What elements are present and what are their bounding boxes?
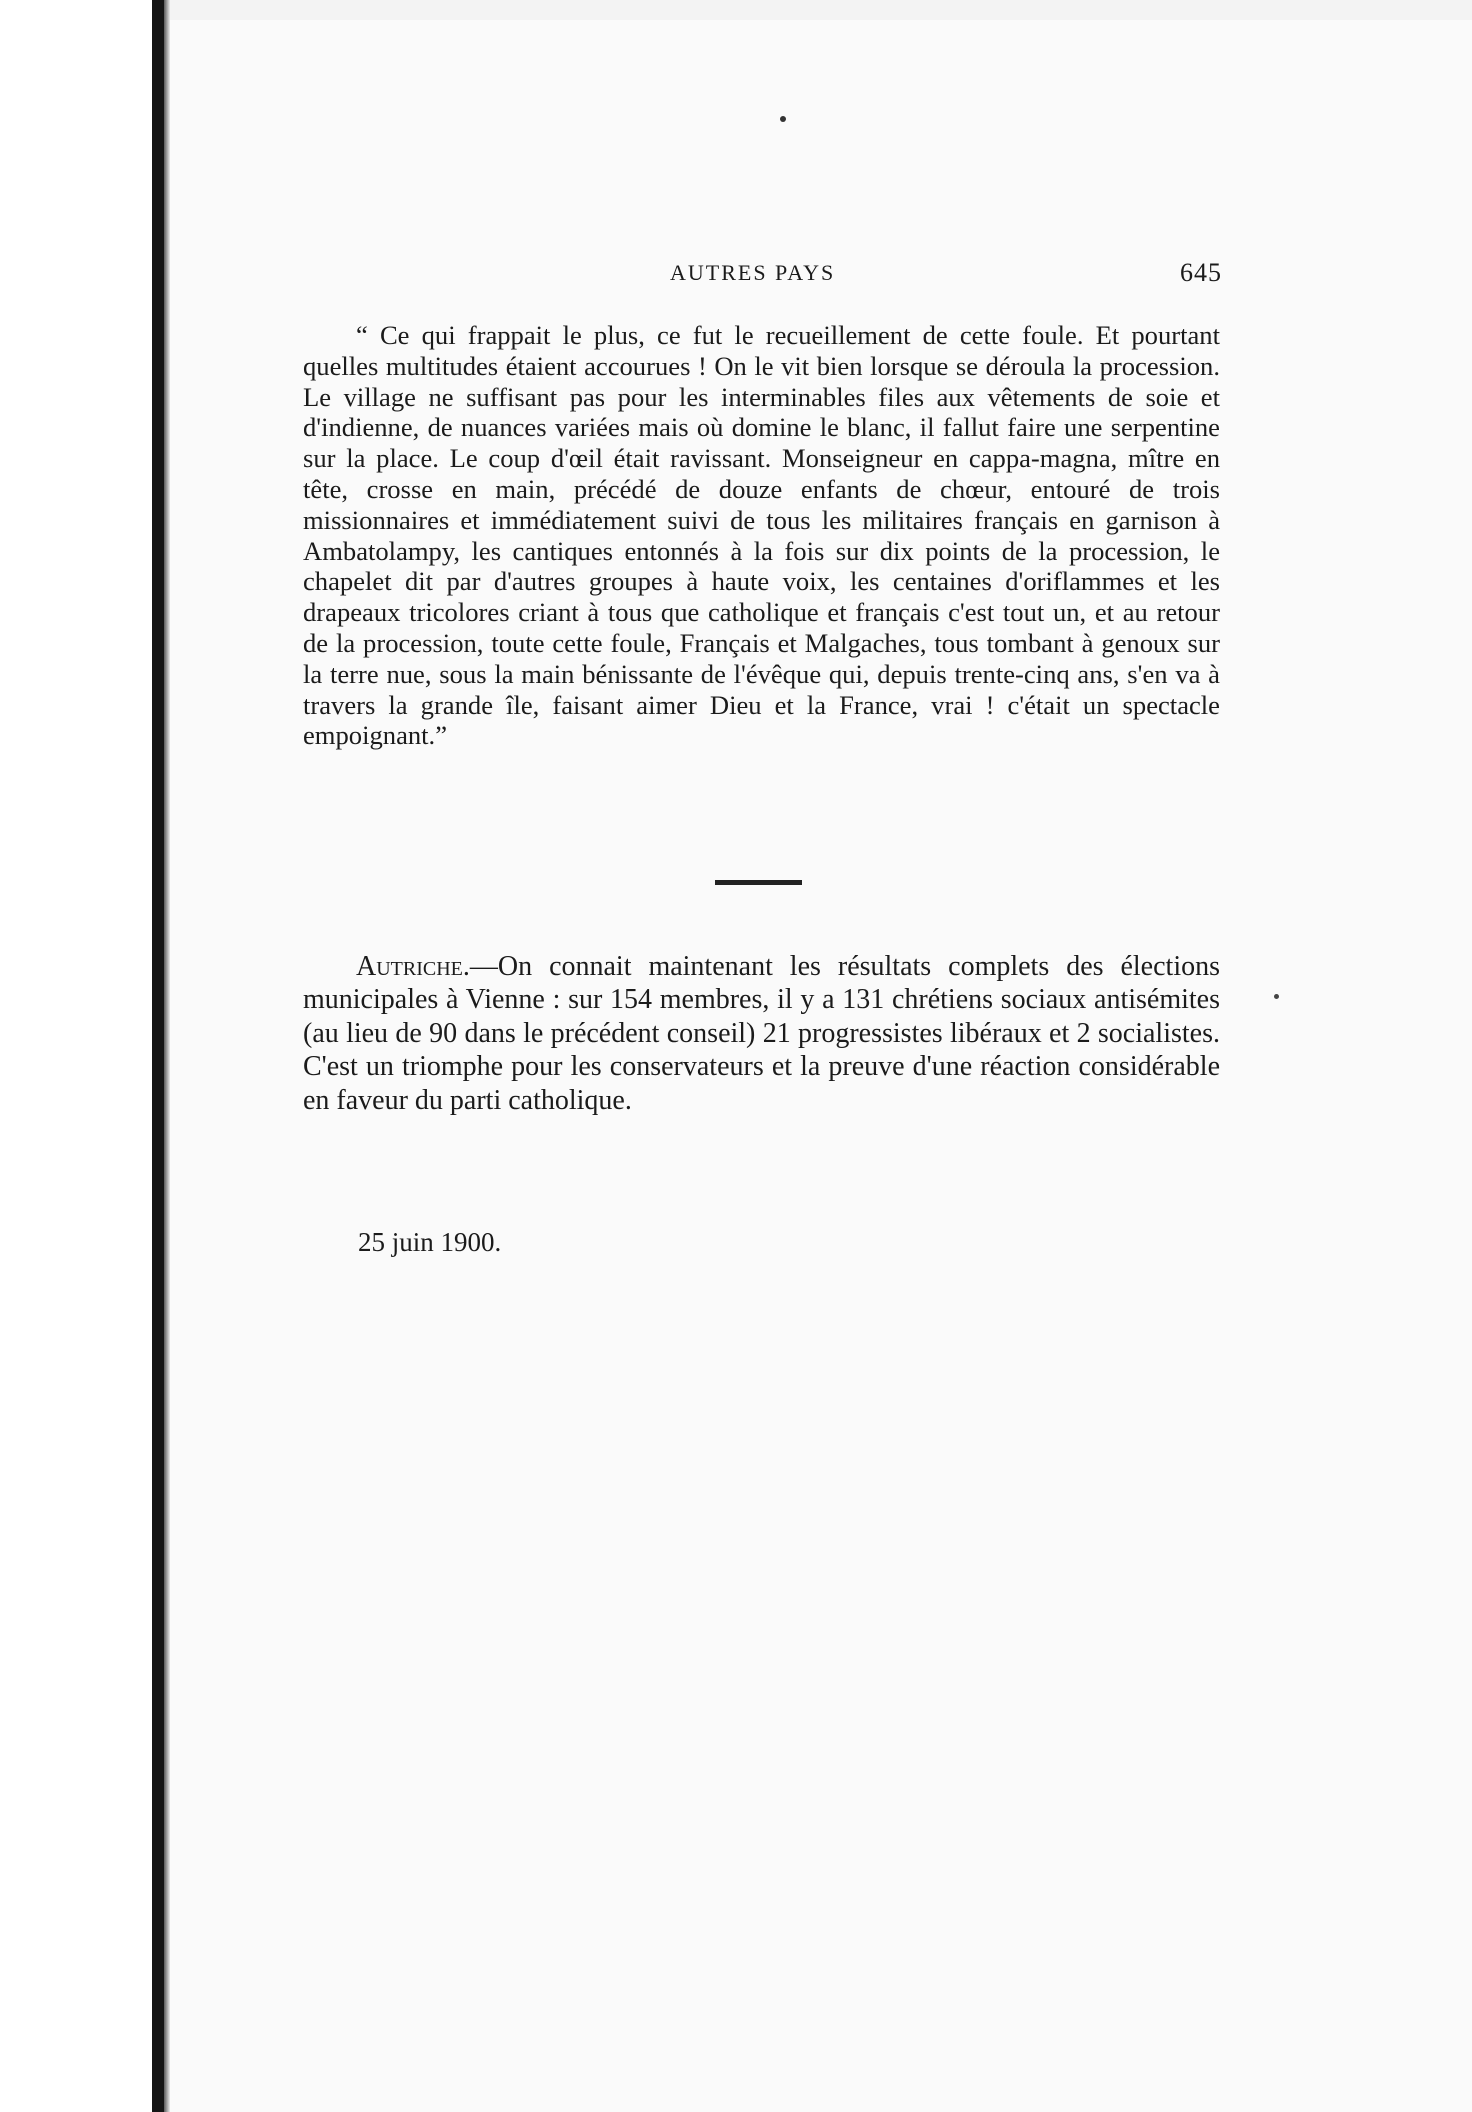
page-number: 645 <box>1180 258 1222 287</box>
quoted-paragraph <box>303 320 1220 751</box>
facing-page-margin <box>0 0 152 2112</box>
section-divider <box>715 880 802 885</box>
autriche-text <box>303 950 1220 1117</box>
ink-speck-margin <box>1274 994 1279 999</box>
autriche-paragraph <box>303 950 1220 1117</box>
running-title: AUTRES PAYS <box>670 260 836 285</box>
ink-speck <box>780 116 786 122</box>
dateline: 25 juin 1900. <box>358 1227 502 1257</box>
autriche-body: —On connait maintenant les résultats complets des élections municipales à Vienne : sur 154 membres, il y a 131 chrétiens sociaux antisémites (au lieu de 90 dans le précédent conseil) 21 progressistes libéraux et 2 socialistes. C'est un triomphe pour les conservateurs et la preuve d'une réaction considérable en faveur du parti catholique. <box>303 951 1220 1116</box>
binding-gutter <box>152 0 164 2112</box>
autriche-lead: Autriche. <box>356 951 470 982</box>
book-page <box>170 20 1472 2112</box>
quote-text: “ Ce qui frappait le plus, ce fut le recueillement de cette foule. Et pourtant quelles multitudes étaient accourues ! On le vit bien lorsque se déroula la procession. Le village ne suffisant pas pour les interminables files aux vêtements de soie et d'indienne, de nuances variées mais où domine le blanc, il fallut faire une serpentine sur la place. Le coup d'œil était ravissant. Monseigneur en cappa-magna, mître en tête, crosse en main, précédé de douze enfants de chœur, entouré de trois missionnaires et immédiatement suivi de tous les militaires français en garnison à Ambatolampy, les cantiques entonnés à la fois sur dix points de la procession, le chapelet dit par d'autres groupes à haute voix, les centaines d'oriflammes et les drapeaux tricolores criant à tous que catholique et français c'est tout un, et au retour de la procession, toute cette foule, Français et Malgaches, tous tombant à genoux sur la terre nue, sous la main bénissante de l'évêque qui, depuis trente-cinq ans, s'en va à travers la grande île, faisant aimer Dieu et la France, vrai ! c'était un spectacle empoignant.” <box>303 320 1220 751</box>
